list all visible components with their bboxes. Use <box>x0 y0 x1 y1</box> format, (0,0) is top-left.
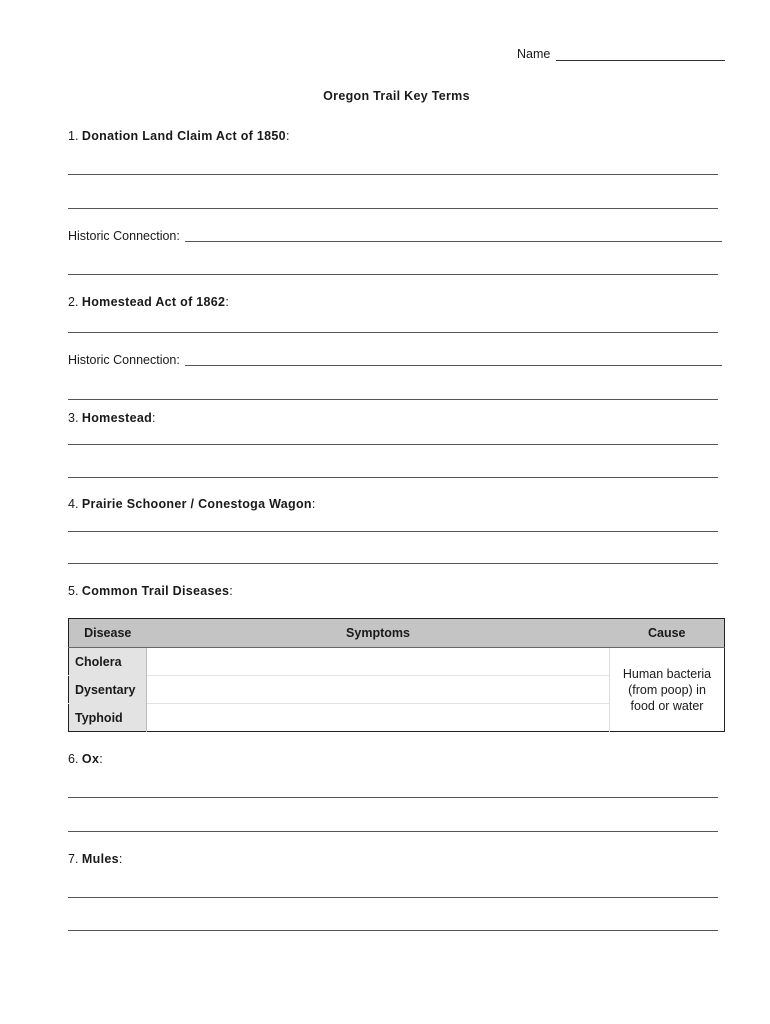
term-colon: : <box>229 584 233 598</box>
cause-line: food or water <box>630 698 704 713</box>
disease-table <box>68 618 725 732</box>
cause-line: (from poop) in <box>628 682 706 697</box>
term-colon: : <box>99 752 103 766</box>
historic-connection-label: Historic Connection: <box>68 353 180 367</box>
name-label: Name <box>517 47 551 61</box>
term-title: Mules <box>81 852 119 866</box>
disease-name: Cholera <box>69 648 147 676</box>
answer-line[interactable] <box>68 444 718 445</box>
term-1-heading <box>68 129 289 144</box>
historic-connection-label: Historic Connection: <box>68 229 180 243</box>
term-colon: : <box>118 852 123 866</box>
answer-line[interactable] <box>68 531 718 532</box>
answer-line[interactable] <box>68 399 718 400</box>
term-number: 6. <box>68 752 79 766</box>
term-7-heading <box>68 852 122 867</box>
symptoms-cell[interactable] <box>147 648 610 676</box>
term-4-heading <box>68 497 315 512</box>
term-title: Ox <box>81 752 100 766</box>
name-field[interactable] <box>556 60 725 61</box>
term-title: Homestead Act of 1862 <box>81 295 226 309</box>
term-title: Donation Land Claim Act of 1850 <box>81 129 286 143</box>
term-number: 1. <box>68 129 79 143</box>
symptoms-cell[interactable] <box>147 676 610 704</box>
term-colon: : <box>152 411 156 425</box>
answer-line[interactable] <box>68 332 718 333</box>
term-3-heading <box>68 411 156 426</box>
answer-line[interactable] <box>68 563 718 564</box>
historic-connection-line[interactable] <box>185 365 722 366</box>
term-colon: : <box>285 129 290 143</box>
answer-line[interactable] <box>68 930 718 931</box>
header-disease: Disease <box>69 619 147 648</box>
term-colon: : <box>225 295 229 309</box>
worksheet-title: Oregon Trail Key Terms <box>323 89 470 103</box>
header-cause: Cause <box>610 619 725 648</box>
term-number: 5. <box>68 584 79 598</box>
historic-connection-line[interactable] <box>185 241 722 242</box>
term-title: Common Trail Diseases <box>81 584 230 598</box>
term-number: 4. <box>68 497 79 511</box>
term-number: 3. <box>68 411 79 425</box>
term-title: Homestead <box>81 411 153 425</box>
cause-line: Human bacteria <box>622 666 712 681</box>
symptoms-cell[interactable] <box>147 704 610 732</box>
cause-cell <box>610 648 725 732</box>
answer-line[interactable] <box>68 174 718 175</box>
answer-line[interactable] <box>68 897 718 898</box>
disease-name: Typhoid <box>69 704 147 732</box>
table-header-row <box>69 619 725 648</box>
answer-line[interactable] <box>68 208 718 209</box>
disease-name: Dysentary <box>69 676 147 704</box>
term-colon: : <box>311 497 316 511</box>
term-2-heading <box>68 295 229 310</box>
answer-line[interactable] <box>68 797 718 798</box>
term-6-heading <box>68 752 103 767</box>
term-5-heading <box>68 584 233 599</box>
header-symptoms: Symptoms <box>147 619 610 648</box>
answer-line[interactable] <box>68 477 718 478</box>
answer-line[interactable] <box>68 274 718 275</box>
term-title: Prairie Schooner / Conestoga Wagon <box>81 497 312 511</box>
answer-line[interactable] <box>68 831 718 832</box>
table-row <box>69 648 725 676</box>
term-number: 2. <box>68 295 79 309</box>
term-number: 7. <box>68 852 79 866</box>
